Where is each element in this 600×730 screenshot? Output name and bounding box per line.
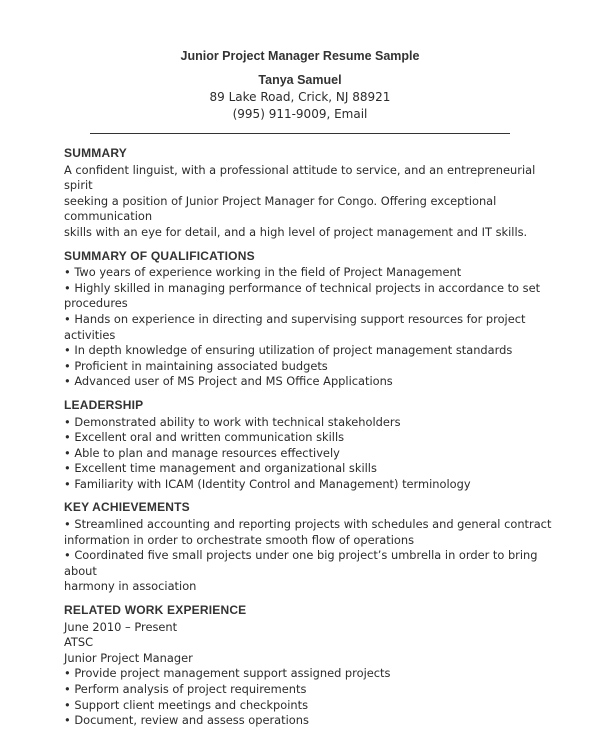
list-item [64, 666, 564, 682]
resume-body [64, 146, 564, 730]
list-item-text: • Perform analysis of project requirements [64, 682, 564, 698]
summary-text [64, 163, 564, 241]
list-item-text: • Two years of experience working in the field of Project Management [64, 265, 564, 281]
list-item [64, 430, 564, 446]
list-item-text: • Streamlined accounting and reporting projects with schedules and general contract [64, 517, 564, 533]
document-title: Junior Project Manager Resume Sample [180, 49, 420, 63]
list-item [64, 281, 564, 312]
header-divider [90, 133, 510, 134]
experience-role: Junior Project Manager [64, 650, 193, 665]
summary-line: A confident linguist, with a professional attitude to service, and an entrepreneurial spirit [64, 162, 536, 193]
achievements-heading: KEY ACHIEVEMENTS [64, 500, 190, 515]
list-item [64, 446, 564, 462]
list-item-text: • Demonstrated ability to work with technical stakeholders [64, 415, 564, 431]
list-item [64, 713, 564, 729]
list-item-text: • Document, review and assess operations [64, 713, 564, 729]
experience-list [64, 666, 564, 728]
list-item-text: harmony in association [64, 579, 197, 594]
experience-dates: June 2010 – Present [64, 619, 178, 634]
list-item-text: • Proficient in maintaining associated budgets [64, 359, 564, 375]
list-item-text: • Able to plan and manage resources effectively [64, 446, 564, 462]
list-item-text: • Excellent time management and organizational skills [64, 461, 564, 477]
achievements-list [64, 517, 564, 595]
contact-header [0, 72, 600, 123]
list-item [64, 312, 564, 343]
list-item-text: • Coordinated five small projects under one big project’s umbrella in order to bring about [64, 548, 564, 579]
list-item [64, 359, 564, 375]
list-item [64, 698, 564, 714]
qualifications-heading: SUMMARY OF QUALIFICATIONS [64, 248, 255, 263]
list-item-text: • In depth knowledge of ensuring utilization of project management standards [64, 343, 564, 359]
summary-line: skills with an eye for detail, and a high level of project management and IT skills. [64, 224, 528, 239]
summary-heading: SUMMARY [64, 146, 127, 160]
leadership-list [64, 415, 564, 493]
list-item [64, 548, 564, 595]
list-item [64, 517, 564, 548]
list-item-text: • Familiarity with ICAM (Identity Control and Management) terminology [64, 477, 564, 493]
list-item [64, 682, 564, 698]
qualifications-list [64, 265, 564, 390]
list-item [64, 343, 564, 359]
list-item [64, 415, 564, 431]
list-item-text: • Advanced user of MS Project and MS Office Applications [64, 374, 564, 390]
list-item-text: • Excellent oral and written communication skills [64, 430, 564, 446]
summary-line: seeking a position of Junior Project Manager for Congo. Offering exceptional communication [64, 193, 497, 224]
leadership-heading: LEADERSHIP [64, 397, 144, 412]
list-item-text: • Highly skilled in managing performance of technical projects in accordance to set [64, 281, 564, 297]
experience-heading: RELATED WORK EXPERIENCE [64, 603, 247, 618]
candidate-contact: (995) 911-9009, Email [232, 107, 368, 121]
list-item-text: • Provide project management support assigned projects [64, 666, 564, 682]
list-item [64, 477, 564, 493]
experience-company: ATSC [64, 635, 94, 650]
list-item [64, 461, 564, 477]
list-item-text: • Hands on experience in directing and supervising support resources for project activities [64, 312, 564, 343]
list-item-text: • Support client meetings and checkpoints [64, 698, 564, 714]
list-item [64, 265, 564, 281]
list-item-text: procedures [64, 296, 128, 311]
candidate-name: Tanya Samuel [258, 73, 342, 87]
candidate-address: 89 Lake Road, Crick, NJ 88921 [209, 90, 391, 104]
list-item [64, 374, 564, 390]
list-item-text: information in order to orchestrate smooth flow of operations [64, 532, 415, 547]
